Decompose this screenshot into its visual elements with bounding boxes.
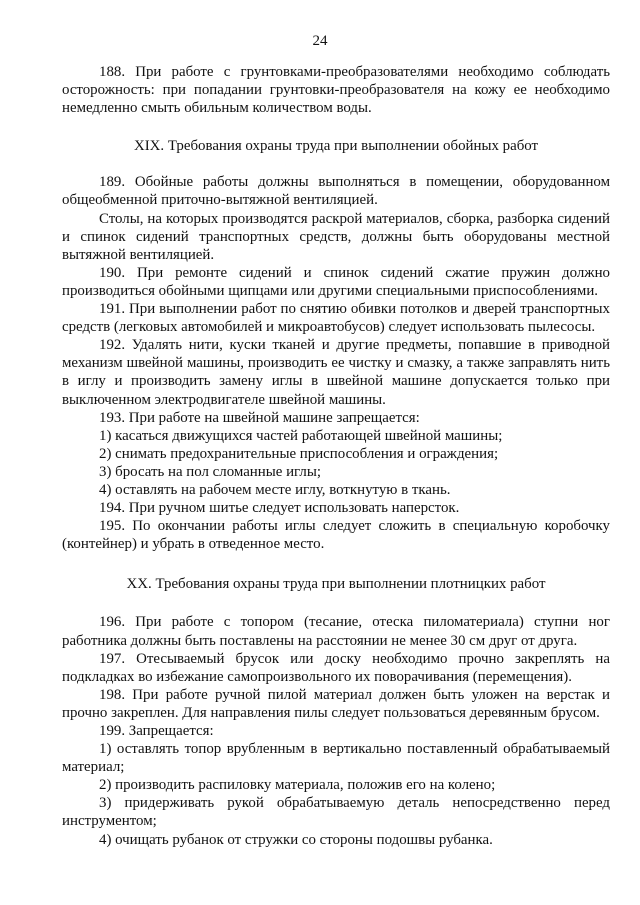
page-number: 24	[312, 33, 328, 49]
list-item-199-4: 4) очищать рубанок от стружки со стороны подошвы рубанка.	[99, 831, 493, 848]
list-item-193-1: 1) касаться движущихся частей работающей швейной машины;	[99, 427, 503, 444]
list-item-193-3: 3) бросать на пол сломанные иглы;	[99, 463, 321, 480]
paragraph-191: 191. При выполнении работ по снятию обивки потолков и дверей транспортных средств (легковых автомобилей и микроавтобусов) следует использовать пылесосы.	[62, 301, 610, 336]
paragraph-193: 193. При работе на швейной машине запрещается:	[99, 409, 420, 426]
paragraph-199: 199. Запрещается:	[99, 723, 214, 739]
list-item-199-1: 1) оставлять топор врубленным в вертикально поставленный обрабатываемый материал;	[62, 741, 610, 776]
paragraph-189: 189. Обойные работы должны выполняться в помещении, оборудованном общеобменной приточно-вытяжной вентиляцией.	[62, 174, 610, 209]
paragraph-194: 194. При ручном шитье следует использовать наперсток.	[99, 500, 460, 517]
list-item-193-2: 2) снимать предохранительные приспособления и ограждения;	[99, 445, 499, 462]
paragraph-189-tables: Столы, на которых производятся раскрой материалов, сборка, разборка сидений и спинок сидений транспортных средств, должны быть оборудованы местной вытяжной вентиляцией.	[62, 210, 610, 263]
paragraph-196: 196. При работе с топором (тесание, отеска пиломатериала) ступни ног работника должны быть поставлены на расстоянии не менее 30 см друг от друга.	[62, 614, 610, 649]
paragraph-195: 195. По окончании работы иглы следует сложить в специальную коробочку (контейнер) и убрать в отведенное место.	[62, 518, 610, 553]
list-item-193-4: 4) оставлять на рабочем месте иглу, воткнутую в ткань.	[99, 481, 451, 498]
section-heading-xx: XX. Требования охраны труда при выполнении плотницких работ	[126, 576, 546, 593]
list-item-199-2: 2) производить распиловку материала, положив его на колено;	[99, 777, 496, 794]
section-heading-xix: XIX. Требования охраны труда при выполнении обойных работ	[133, 138, 539, 155]
list-item-199-3: 3) придерживать рукой обрабатываемую деталь непосредственно перед инструментом;	[62, 795, 610, 830]
paragraph-190: 190. При ремонте сидений и спинок сидений сжатие пружин должно производиться обойными щипцами или другими специальными приспособлениями.	[62, 264, 610, 299]
document-body	[62, 63, 610, 849]
paragraph-188: 188. При работе с грунтовками-преобразователями необходимо соблюдать осторожность: при попадании грунтовки-преобразователя на кожу ее необходимо немедленно смыть обильным количеством воды.	[62, 64, 610, 117]
paragraph-192: 192. Удалять нити, куски тканей и другие предметы, попавшие в приводной механизм швейной машины, производить ее чистку и смазку, а также заправлять нить в иглу и производить замену иглы в швейной машине допускается только при выключенном электродвигателе швейной машины.	[62, 337, 610, 408]
paragraph-197: 197. Отесываемый брусок или доску необходимо прочно закреплять на подкладках во избежание самопроизвольного их поворачивания (перемещения).	[62, 650, 610, 685]
paragraph-198: 198. При работе ручной пилой материал должен быть уложен на верстак и прочно закреплен. Для направления пилы следует пользоваться деревянным брусом.	[62, 686, 610, 721]
